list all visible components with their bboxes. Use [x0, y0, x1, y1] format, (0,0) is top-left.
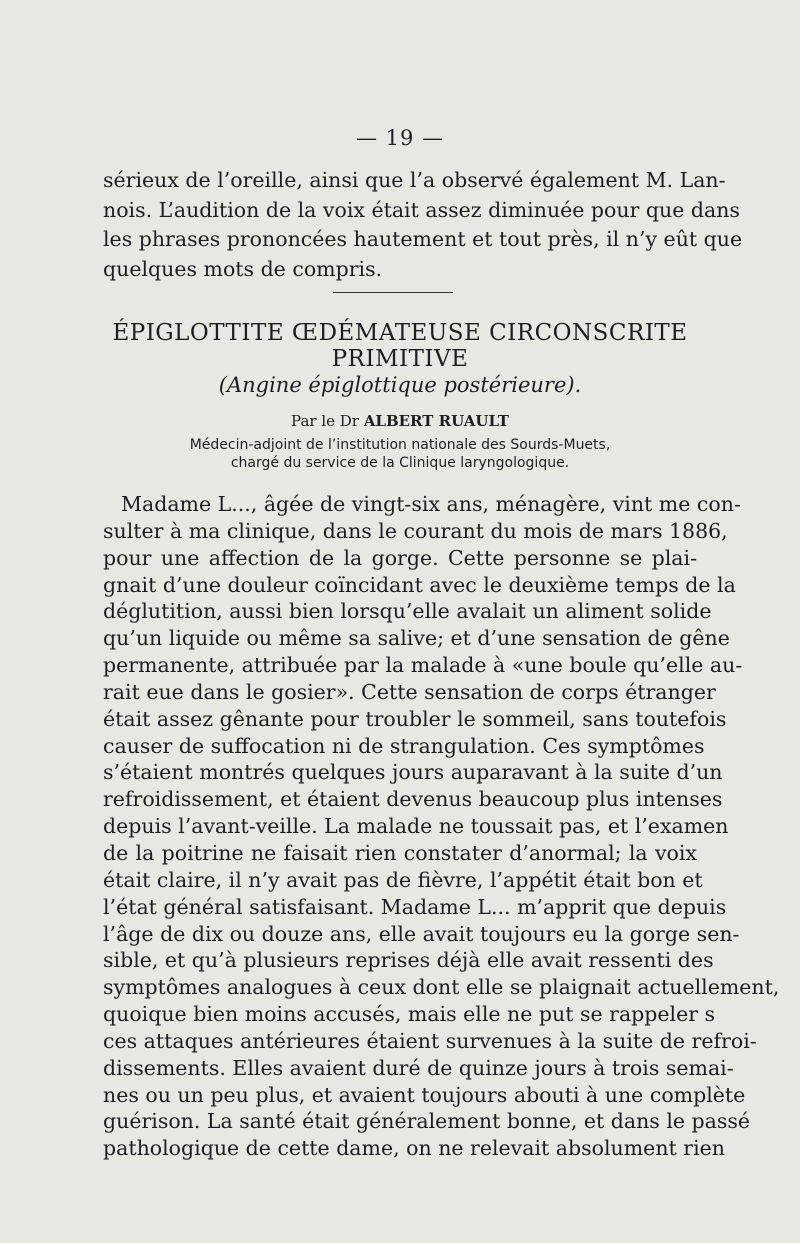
text-line: symptômes analogues à ceux dont elle se plaignait actuellement,: [103, 975, 780, 1000]
text-line: refroidissement, et étaient devenus beaucoup plus intenses: [103, 787, 723, 812]
affiliation-line: Médecin-adjoint de l’institution nationale des Sourds-Muets,: [189, 437, 611, 453]
text-line: depuis l’avant-veille. La malade ne toussait pas, et l’examen: [103, 814, 729, 839]
text-line: les phrases prononcées hautement et tout près, il n’y eût que: [103, 227, 743, 251]
affiliation-line: chargé du service de la Clinique laryngologique.: [230, 455, 570, 471]
text-line: nois. L’audition de la voix était assez diminuée pour que dans: [103, 197, 740, 222]
article-title-line: PRIMITIVE: [331, 346, 469, 372]
author-affiliation: [100, 436, 700, 472]
text-line: de la poitrine ne faisait rien constater d’anormal; la voix: [103, 840, 697, 865]
text-line: gnait d’une douleur coïncidant avec le deuxième temps de la: [103, 572, 736, 597]
article-body: [103, 491, 780, 1162]
text-line: ces attaques antérieures étaient survenues à la suite de refroi-: [103, 1028, 757, 1053]
section-divider: [333, 292, 453, 293]
author-name: ALBERT RUAULT: [363, 412, 509, 430]
text-line: pathologique de cette dame, on ne relevait absolument rien: [103, 1136, 725, 1161]
text-line: s’étaient montrés quelques jours auparavant à la suite d’un: [103, 760, 723, 785]
text-line: l’âge de dix ou douze ans, elle avait toujours eu la gorge sen-: [103, 921, 740, 946]
text-line: sérieux de l’oreille, ainsi que l’a observé également M. Lan-: [103, 168, 726, 192]
previous-paragraph: [103, 166, 743, 284]
text-line: nes ou un peu plus, et avaient toujours abouti à une complète: [103, 1082, 746, 1107]
byline: [100, 412, 700, 430]
byline-prefix: Par le Dr: [291, 412, 359, 430]
text-line: était claire, il n’y avait pas de fièvre, l’appétit était bon et: [103, 867, 703, 892]
text-line: quelques mots de compris.: [103, 256, 383, 281]
text-line: quoique bien moins accusés, mais elle ne put se rappeler s: [103, 1002, 716, 1027]
text-line: Madame L..., âgée de vingt-six ans, ménagère, vint me con-: [121, 492, 741, 516]
text-line: dissements. Elles avaient duré de quinze jours à trois semai-: [103, 1055, 734, 1080]
article-subtitle: (Angine épiglottique postérieure).: [218, 373, 582, 397]
text-line: sulter à ma clinique, dans le courant du mois de mars 1886,: [103, 518, 728, 543]
text-line: rait eue dans le gosier». Cette sensation de corps étranger: [103, 679, 716, 704]
text-line: guérison. La santé était généralement bonne, et dans le passé: [103, 1109, 751, 1134]
text-line: pour une affection de la gorge. Cette personne se plai-: [103, 545, 697, 570]
text-line: qu’un liquide ou même sa salive; et d’une sensation de gêne: [103, 626, 730, 651]
text-line: causer de suffocation ni de strangulation. Ces symptômes: [103, 733, 705, 758]
text-line: sible, et qu’à plusieurs reprises déjà elle avait ressenti des: [103, 948, 714, 973]
article-title-line: ÉPIGLOTTITE ŒDÉMATEUSE CIRCONSCRITE: [112, 320, 688, 346]
text-line: était assez gênante pour troubler le sommeil, sans toutefois: [103, 706, 727, 731]
text-line: l’état général satisfaisant. Madame L... m’apprit que depuis: [103, 894, 727, 919]
text-line: permanente, attribuée par la malade à «une boule qu’elle au-: [103, 653, 743, 678]
text-line: déglutition, aussi bien lorsqu’elle avalait un aliment solide: [103, 599, 712, 624]
article-title: [100, 320, 700, 372]
page-number: — 19 —: [355, 126, 445, 150]
